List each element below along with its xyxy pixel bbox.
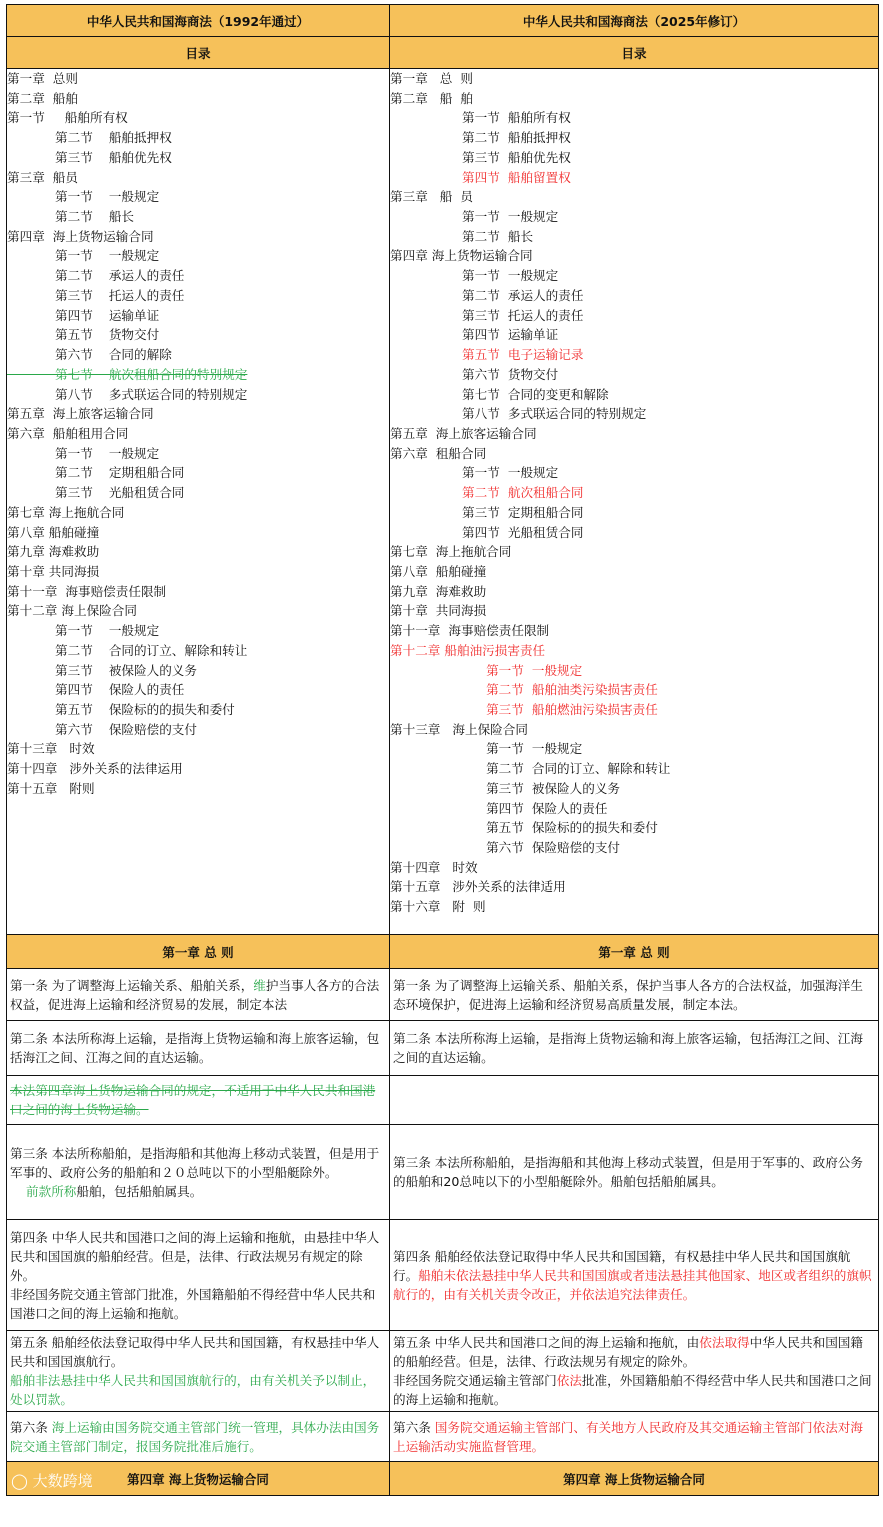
toc-entry: 第一节 一般规定	[390, 268, 559, 284]
toc-entry: 第十三章 时效	[7, 741, 95, 757]
toc-entry: 第六节 保险赔偿的支付	[390, 840, 621, 856]
left-article-6: 第六条 海上运输由国务院交通主管部门统一管理，具体办法由国务院交通主管部门制定，报国务院批准后施行。	[7, 1412, 390, 1462]
right-article-5: 第五条 中华人民共和国港口之间的海上运输和拖航，由依法取得中华人民共和国国籍的船舶经营。但是，法律、行政法规另有规定的除外。 非经国务院交通运输主管部门依法批准，外国籍船舶不得经营中华人民共和国港口之间的海上运输和拖航。	[390, 1331, 879, 1412]
right-toc-heading: 目录	[390, 37, 879, 69]
toc-entry: 第四节 运输单证	[7, 307, 160, 323]
toc-entry: 第三节 船舶燃油污染损害责任	[390, 702, 658, 717]
toc-entry: 第三节 定期租船合同	[390, 504, 584, 520]
toc-entry: 第六节 保险赔偿的支付	[7, 721, 197, 737]
toc-entry: 第七节 合同的变更和解除	[390, 386, 609, 402]
toc-entry: 第五节 货物交付	[7, 327, 160, 343]
toc-entry: 第十六章 附 则	[390, 899, 486, 915]
left-article-4: 第四条 中华人民共和国港口之间的海上运输和拖航，由悬挂中华人民共和国国旗的船舶经营。但是，法律、行政法规另有规定的除外。 非经国务院交通主管部门批准，外国籍船舶不得经营中华人民共和国港口之间的海上运输和拖航。	[7, 1220, 390, 1331]
toc-entry: 第三节 光船租赁合同	[7, 485, 185, 501]
toc-entry: 第八章 船舶碰撞	[390, 563, 487, 579]
toc-entry: 第十四章 涉外关系的法律运用	[7, 761, 183, 777]
toc-entry: 第四节 保险人的责任	[390, 800, 608, 816]
toc-entry: 第二节 合同的订立、解除和转让	[7, 642, 248, 658]
toc-entry: 第二节 定期租船合同	[7, 465, 185, 481]
toc-entry: 第七节 航次租船合同的特别规定	[7, 366, 248, 382]
toc-entry: 第一节 一般规定	[7, 623, 160, 639]
left-law-title: 中华人民共和国海商法（1992年通过）	[7, 5, 390, 37]
left-article-2-deleted-paragraph: 本法第四章海上货物运输合同的规定，不适用于中华人民共和国港口之间的海上货物运输。	[7, 1076, 390, 1125]
right-chapter4-heading: 第四章 海上货物运输合同	[390, 1462, 879, 1496]
toc-entry: 第二节 船舶油类污染损害责任	[390, 682, 658, 698]
toc-entry: 第十三章 海上保险合同	[390, 721, 528, 737]
toc-entry: 第一节 船舶所有权	[390, 110, 571, 126]
toc-entry: 第三章 船员	[7, 169, 78, 185]
right-article-6: 第六条 国务院交通运输主管部门、有关地方人民政府及其交通运输主管部门依法对海上运输活动实施监督管理。	[390, 1412, 879, 1462]
toc-entry: 第一节 一般规定	[390, 465, 559, 481]
toc-entry: 第三章 船 员	[390, 189, 473, 205]
right-law-title: 中华人民共和国海商法（2025年修订）	[390, 5, 879, 37]
left-chapter4-heading: ◯ 大数跨境 第四章 海上货物运输合同	[7, 1462, 390, 1496]
toc-entry: 第三节 船舶优先权	[7, 149, 172, 165]
toc-entry: 第十章 共同海损	[390, 603, 487, 619]
right-chapter1-heading: 第一章 总 则	[390, 935, 879, 969]
toc-entry: 第十一章 海事赔偿责任限制	[7, 583, 167, 599]
right-toc-list	[390, 69, 879, 935]
toc-entry: 第二节 船长	[390, 228, 534, 244]
toc-entry: 第一章 总则	[7, 71, 78, 86]
toc-entry: 第六章 船舶租用合同	[7, 425, 129, 441]
toc-entry: 第十二章 船舶油污损害责任	[390, 642, 546, 658]
toc-entry: 第二节 船舶抵押权	[7, 130, 172, 146]
toc-entry: 第二节 船舶抵押权	[390, 130, 571, 146]
toc-entry: 第八章 船舶碰撞	[7, 524, 100, 540]
toc-entry: 第一节 一般规定	[390, 209, 559, 225]
toc-entry: 第二章 船舶	[7, 90, 78, 106]
toc-entry: 第三节 被保险人的义务	[7, 662, 197, 678]
comparison-table	[6, 4, 879, 1496]
toc-entry: 第五章 海上旅客运输合同	[390, 425, 537, 441]
toc-entry: 第一节 一般规定	[7, 189, 160, 205]
toc-entry: 第五节 电子运输记录	[390, 347, 584, 363]
toc-entry: 第一节 一般规定	[7, 445, 160, 461]
toc-entry: 第四章 海上货物运输合同	[7, 228, 154, 244]
toc-entry: 第一节 一般规定	[390, 662, 583, 678]
toc-entry: 第十章 共同海损	[7, 563, 100, 579]
toc-entry: 第五章 海上旅客运输合同	[7, 406, 154, 422]
toc-entry: 第八节 多式联运合同的特别规定	[7, 386, 248, 402]
right-article-1: 第一条 为了调整海上运输关系、船舶关系，保护当事人各方的合法权益，加强海洋生态环境保护，促进海上运输和经济贸易高质量发展，制定本法。	[390, 969, 879, 1021]
toc-entry: 第九章 海难救助	[390, 583, 487, 599]
toc-entry: 第十五章 附则	[7, 780, 95, 796]
left-chapter1-heading: 第一章 总 则	[7, 935, 390, 969]
toc-entry: 第六章 租船合同	[390, 445, 487, 461]
left-article-3: 第三条 本法所称船舶，是指海船和其他海上移动式装置，但是用于军事的、政府公务的船舶和２０总吨以下的小型船艇除外。 前款所称船舶，包括船舶属具。	[7, 1125, 390, 1220]
toc-entry: 第五节 保险标的的损失和委付	[390, 820, 658, 836]
toc-entry: 第十一章 海事赔偿责任限制	[390, 623, 550, 639]
toc-entry: 第五节 保险标的的损失和委付	[7, 702, 235, 717]
left-toc-list	[7, 69, 390, 935]
toc-entry: 第六节 货物交付	[390, 366, 559, 382]
toc-entry: 第二节 船长	[7, 209, 135, 225]
left-article-2: 第二条 本法所称海上运输，是指海上货物运输和海上旅客运输，包括海江之间、江海之间的直达运输。	[7, 1021, 390, 1076]
toc-entry: 第二节 合同的订立、解除和转让	[390, 761, 671, 777]
toc-entry: 第十二章 海上保险合同	[7, 603, 137, 619]
toc-entry: 第四节 船舶留置权	[390, 169, 571, 185]
toc-entry: 第三节 托运人的责任	[7, 287, 185, 303]
toc-entry: 第四节 运输单证	[390, 327, 559, 343]
toc-entry: 第二节 航次租船合同	[390, 485, 584, 501]
toc-entry: 第四节 保险人的责任	[7, 682, 185, 698]
toc-entry: 第七章 海上拖航合同	[7, 504, 125, 520]
toc-entry: 第七章 海上拖航合同	[390, 544, 512, 560]
toc-entry: 第九章 海难救助	[7, 544, 100, 560]
toc-entry: 第一节 一般规定	[390, 741, 583, 757]
toc-entry: 第一节 一般规定	[7, 248, 160, 264]
toc-entry: 第二节 承运人的责任	[7, 268, 185, 284]
toc-entry: 第一章 总 则	[390, 71, 473, 86]
toc-entry: 第二节 承运人的责任	[390, 287, 584, 303]
watermark-logo: ◯ 大数跨境	[11, 1472, 93, 1490]
right-article-2: 第二条 本法所称海上运输，是指海上货物运输和海上旅客运输，包括海江之间、江海之间的直达运输。	[390, 1021, 879, 1076]
toc-entry: 第三节 被保险人的义务	[390, 780, 621, 796]
toc-entry: 第十四章 时效	[390, 859, 478, 875]
left-toc-heading: 目录	[7, 37, 390, 69]
toc-entry: 第二章 船 舶	[390, 90, 473, 106]
right-article-4: 第四条 船舶经依法登记取得中华人民共和国国籍，有权悬挂中华人民共和国国旗航行。船舶未依法悬挂中华人民共和国国旗或者违法悬挂其他国家、地区或者组织的旗帜航行的，由有关机关责令改正，并依法追究法律责任。	[390, 1220, 879, 1331]
right-article-2-empty	[390, 1076, 879, 1125]
toc-entry: 第一节 船舶所有权	[7, 110, 128, 126]
toc-entry: 第四章 海上货物运输合同	[390, 248, 533, 264]
toc-entry: 第十五章 涉外关系的法律适用	[390, 879, 566, 895]
left-article-1: 第一条 为了调整海上运输关系、船舶关系，维护当事人各方的合法权益，促进海上运输和经济贸易的发展，制定本法	[7, 969, 390, 1021]
left-article-5: 第五条 船舶经依法登记取得中华人民共和国国籍，有权悬挂中华人民共和国国旗航行。 船舶非法悬挂中华人民共和国国旗航行的，由有关机关予以制止，处以罚款。	[7, 1331, 390, 1412]
toc-entry: 第四节 光船租赁合同	[390, 524, 584, 540]
toc-entry: 第六节 合同的解除	[7, 347, 172, 363]
toc-entry: 第八节 多式联运合同的特别规定	[390, 406, 647, 422]
toc-entry: 第三节 船舶优先权	[390, 149, 571, 165]
right-article-3: 第三条 本法所称船舶，是指海船和其他海上移动式装置，但是用于军事的、政府公务的船舶和20总吨以下的小型船艇除外。船舶包括船舶属具。	[390, 1125, 879, 1220]
toc-entry: 第三节 托运人的责任	[390, 307, 584, 323]
